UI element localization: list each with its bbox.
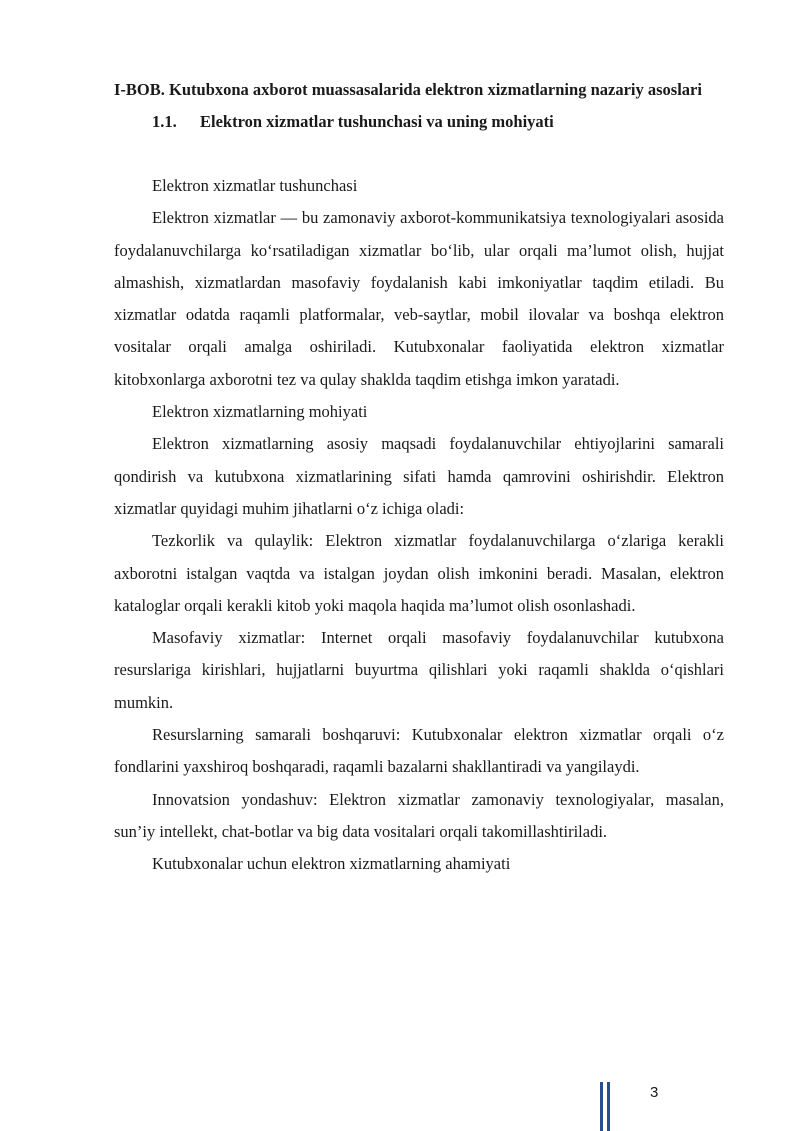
footer-bar-right — [607, 1082, 610, 1131]
page-number: 3 — [650, 1084, 659, 1101]
footer-decoration — [600, 1082, 612, 1131]
subheading-concept: Elektron xizmatlar tushunchasi — [152, 176, 358, 195]
document-page — [114, 74, 724, 881]
paragraph-speed: Tezkorlik va qulaylik: Elektron xizmatlar foydalanuvchilarga o‘zlariga kerakli axborotni istalgan vaqtda va istalgan joydan olish imkonini beradi. Masalan, elektron kataloglar orqali kerakli kitob yoki maqola haqida ma’lumot olish osonlashadi. — [114, 531, 724, 615]
footer-bar-left — [600, 1082, 603, 1131]
subheading-importance: Kutubxonalar uchun elektron xizmatlarning ahamiyati — [152, 854, 511, 874]
section-heading — [114, 106, 724, 138]
chapter-title: I-BOB. Kutubxona axborot muassasalarida elektron xizmatlarning nazariy asoslari — [114, 80, 702, 99]
paragraph-innovation: Innovatsion yondashuv: Elektron xizmatlar zamonaviy texnologiyalar, masalan, sun’iy intellekt, chat-botlar va big data vositalari orqali takomillashtiriladi. — [114, 789, 724, 841]
paragraph-definition: Elektron xizmatlar — bu zamonaviy axborot-kommunikatsiya texnologiyalari asosida foydalanuvchilarga ko‘rsatiladigan xizmatlar bo‘lib, ular orqali ma’lumot olish, hujjat almashish, xizmatlardan masofaviy foydalanish kabi imkoniyatlar taqdim etiladi. Bu xizmatlar odatda raqamli platformalar, veb-saytlar, mobil ilovalar va boshqa elektron vositalar orqali amalga oshiriladi. Kutubxonalar faoliyatida elektron xizmatlar kitobxonlarga axborotni tez va qulay shaklda taqdim etishga imkon yaratadi. — [114, 208, 724, 389]
paragraph-remote: Masofaviy xizmatlar: Internet orqali masofaviy foydalanuvchilar kutubxona resurslariga kirishlari, hujjatlarni buyurtma qilishlari yoki raqamli shaklda o‘qishlari mumkin. — [114, 628, 724, 712]
section-number: 1.1. — [152, 112, 177, 131]
subheading-essence: Elektron xizmatlarning mohiyati — [152, 402, 368, 422]
paragraph-resources: Resurslarning samarali boshqaruvi: Kutubxonalar elektron xizmatlar orqali o‘z fondlarini yaxshiroq boshqaradi, raqamli bazalarni shakllantiradi va yangilaydi. — [114, 725, 724, 777]
paragraph-purpose: Elektron xizmatlarning asosiy maqsadi foydalanuvchilar ehtiyojlarini samarali qondirish va kutubxona xizmatlarining sifati hamda qamrovini oshirishdir. Elektron xizmatlar quyidagi muhim jihatlarni o‘z ichiga oladi: — [114, 434, 724, 518]
section-title: Elektron xizmatlar tushunchasi va uning mohiyati — [200, 112, 554, 131]
